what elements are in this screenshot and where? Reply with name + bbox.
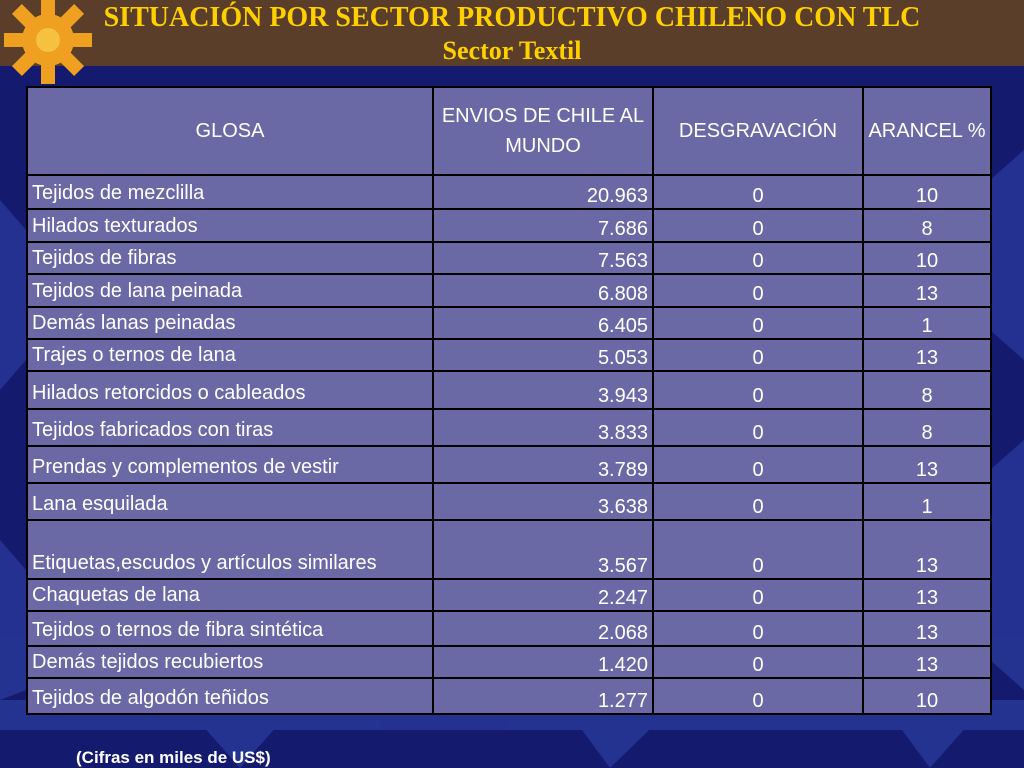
cell-desgravacion: 0 bbox=[653, 209, 863, 242]
cell-glosa: Tejidos fabricados con tiras bbox=[27, 409, 433, 446]
cell-desgravacion: 0 bbox=[653, 611, 863, 646]
cell-desgravacion: 0 bbox=[653, 339, 863, 371]
cell-desgravacion: 0 bbox=[653, 307, 863, 339]
cell-desgravacion: 0 bbox=[653, 483, 863, 520]
cell-glosa: Demás lanas peinadas bbox=[27, 307, 433, 339]
cell-arancel: 10 bbox=[863, 175, 991, 209]
table-row bbox=[27, 611, 991, 646]
table-row bbox=[27, 678, 991, 714]
cell-envios: 7.686 bbox=[433, 209, 653, 242]
cell-glosa: Tejidos de lana peinada bbox=[27, 274, 433, 307]
cell-envios: 3.789 bbox=[433, 446, 653, 483]
cell-desgravacion: 0 bbox=[653, 678, 863, 714]
table-row bbox=[27, 175, 991, 209]
cell-glosa: Hilados retorcidos o cableados bbox=[27, 371, 433, 409]
slide-subtitle: Sector Textil bbox=[442, 36, 582, 65]
cell-arancel: 10 bbox=[863, 678, 991, 714]
cell-desgravacion: 0 bbox=[653, 446, 863, 483]
table-row bbox=[27, 579, 991, 611]
textile-sector-table bbox=[26, 86, 992, 715]
header-arancel: ARANCEL % bbox=[863, 87, 991, 175]
table-row bbox=[27, 307, 991, 339]
cell-glosa: Lana esquilada bbox=[27, 483, 433, 520]
cell-arancel: 13 bbox=[863, 446, 991, 483]
table-row bbox=[27, 520, 991, 579]
cell-desgravacion: 0 bbox=[653, 274, 863, 307]
header-desgravacion: DESGRAVACIÓN bbox=[653, 87, 863, 175]
cell-glosa: Tejidos de algodón teñidos bbox=[27, 678, 433, 714]
table-row bbox=[27, 446, 991, 483]
cell-glosa: Demás tejidos recubiertos bbox=[27, 646, 433, 678]
cell-arancel: 13 bbox=[863, 274, 991, 307]
cell-desgravacion: 0 bbox=[653, 646, 863, 678]
cell-arancel: 10 bbox=[863, 242, 991, 274]
cell-glosa: Chaquetas de lana bbox=[27, 579, 433, 611]
table-header-row bbox=[27, 87, 991, 175]
cell-desgravacion: 0 bbox=[653, 242, 863, 274]
cell-envios: 2.247 bbox=[433, 579, 653, 611]
cell-desgravacion: 0 bbox=[653, 371, 863, 409]
cell-glosa: Hilados texturados bbox=[27, 209, 433, 242]
table-row bbox=[27, 274, 991, 307]
cell-envios: 1.277 bbox=[433, 678, 653, 714]
header-envios: ENVIOS DE CHILE AL MUNDO bbox=[433, 87, 653, 175]
table-row bbox=[27, 646, 991, 678]
cell-arancel: 1 bbox=[863, 307, 991, 339]
cell-envios: 6.405 bbox=[433, 307, 653, 339]
table-row bbox=[27, 483, 991, 520]
cell-envios: 6.808 bbox=[433, 274, 653, 307]
cell-arancel: 13 bbox=[863, 579, 991, 611]
cell-arancel: 8 bbox=[863, 209, 991, 242]
table-row bbox=[27, 339, 991, 371]
table-row bbox=[27, 209, 991, 242]
cell-desgravacion: 0 bbox=[653, 175, 863, 209]
cell-glosa: Prendas y complementos de vestir bbox=[27, 446, 433, 483]
cell-glosa: Etiquetas,escudos y artículos similares bbox=[27, 520, 433, 579]
cell-desgravacion: 0 bbox=[653, 520, 863, 579]
cell-arancel: 13 bbox=[863, 646, 991, 678]
table-row bbox=[27, 242, 991, 274]
cell-arancel: 8 bbox=[863, 409, 991, 446]
cell-envios: 2.068 bbox=[433, 611, 653, 646]
cell-desgravacion: 0 bbox=[653, 579, 863, 611]
cell-envios: 3.567 bbox=[433, 520, 653, 579]
cell-arancel: 13 bbox=[863, 339, 991, 371]
cell-glosa: Trajes o ternos de lana bbox=[27, 339, 433, 371]
cell-glosa: Tejidos de fibras bbox=[27, 242, 433, 274]
slide-title: SITUACIÓN POR SECTOR PRODUCTIVO CHILENO CON TLC bbox=[103, 2, 921, 33]
currency-footnote: (Cifras en miles de US$) bbox=[76, 748, 271, 767]
table-row bbox=[27, 371, 991, 409]
cell-arancel: 8 bbox=[863, 371, 991, 409]
cell-envios: 5.053 bbox=[433, 339, 653, 371]
cell-envios: 3.638 bbox=[433, 483, 653, 520]
cell-envios: 20.963 bbox=[433, 175, 653, 209]
cell-desgravacion: 0 bbox=[653, 409, 863, 446]
cell-envios: 3.943 bbox=[433, 371, 653, 409]
cell-envios: 1.420 bbox=[433, 646, 653, 678]
header-glosa: GLOSA bbox=[27, 87, 433, 175]
cell-envios: 3.833 bbox=[433, 409, 653, 446]
cell-arancel: 13 bbox=[863, 611, 991, 646]
table-row bbox=[27, 409, 991, 446]
cell-arancel: 1 bbox=[863, 483, 991, 520]
cell-glosa: Tejidos de mezclilla bbox=[27, 175, 433, 209]
cell-envios: 7.563 bbox=[433, 242, 653, 274]
cell-arancel: 13 bbox=[863, 520, 991, 579]
cell-glosa: Tejidos o ternos de fibra sintética bbox=[27, 611, 433, 646]
